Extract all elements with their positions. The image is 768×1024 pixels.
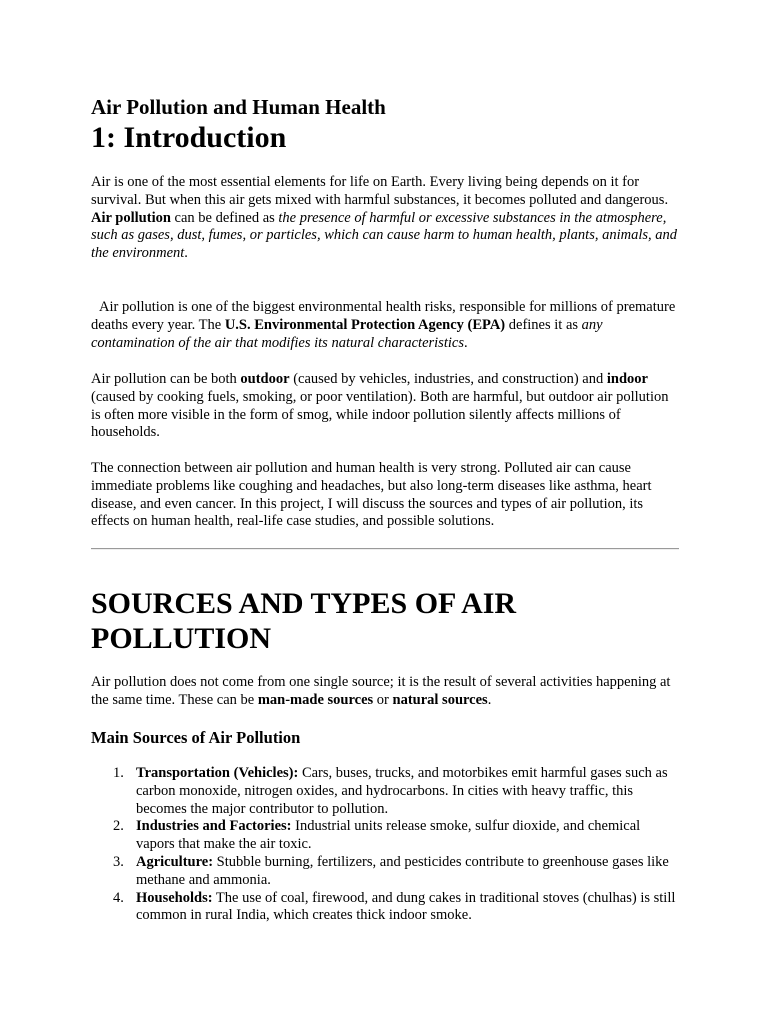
list-item-label: Transportation (Vehicles): bbox=[136, 765, 299, 781]
list-item-number: 3. bbox=[113, 853, 124, 870]
list-item-number: 1. bbox=[113, 765, 124, 781]
list-item bbox=[91, 890, 679, 926]
list-item-text: Stubble burning, fertilizers, and pesticides contribute to greenhouse gases like methane and ammonia. bbox=[136, 853, 669, 888]
intro-p2-text: Air pollution is one of the biggest environmental health risks, responsible for millions of premature deaths every year. The bbox=[91, 299, 676, 333]
document-title: Air Pollution and Human Health bbox=[91, 95, 386, 119]
sources-heading: SOURCES AND TYPES OF AIR POLLUTION bbox=[91, 587, 517, 655]
man-made-term: man-made sources bbox=[257, 691, 374, 708]
intro-p1-text: Air is one of the most essential elements for life on Earth. Every living being depends on it for survival. But when this air gets mixed with harmful substances, it becomes polluted and dangerous. bbox=[91, 174, 669, 208]
list-item-label: Industries and Factories: bbox=[136, 818, 292, 835]
intro-p3-connector: (caused by vehicles, industries, and construction) and bbox=[289, 371, 607, 387]
indoor-term: indoor bbox=[606, 371, 648, 387]
intro-paragraph-4: The connection between air pollution and human health is very strong. Polluted air can cause immediate problems like coughing and headaches, but also long-term diseases like asthma, heart disease, and even cancer. In this project, I will discuss the sources and types of air pollution, its effects on human health, real-life case studies, and possible solutions. bbox=[91, 460, 652, 530]
intro-p1-connector: can be defined as bbox=[170, 209, 279, 226]
list-item-number: 4. bbox=[113, 889, 124, 906]
list-item-text: Cars, buses, trucks, and motorbikes emit harmful gases such as carbon monoxide, nitrogen oxides, and hydrocarbons. In cities with heavy traffic, this becomes the major contributor to pollution. bbox=[136, 765, 668, 817]
intro-paragraph-3 bbox=[91, 371, 679, 442]
natural-term: natural sources bbox=[392, 691, 488, 708]
sources-paragraph bbox=[91, 674, 679, 710]
list-item-label: Agriculture: bbox=[136, 853, 214, 870]
sources-p-connector: or bbox=[373, 691, 393, 708]
outdoor-term: outdoor bbox=[240, 371, 290, 387]
epa-name: U.S. Environmental Protection Agency (EPA) bbox=[224, 316, 506, 333]
intro-paragraph-2 bbox=[91, 299, 679, 352]
list-item-number: 2. bbox=[113, 818, 124, 835]
introduction-heading: 1: Introduction bbox=[91, 121, 287, 154]
intro-p1-end: . bbox=[184, 245, 188, 262]
list-item bbox=[91, 765, 679, 818]
main-sources-subheading: Main Sources of Air Pollution bbox=[91, 728, 301, 747]
list-item-label: Households: bbox=[136, 889, 213, 906]
section-divider bbox=[91, 548, 679, 550]
air-pollution-definition: the presence of harmful or excessive substances in the atmosphere, such as gases, dust, fumes, or particles, which can cause harm to human health, plants, animals, and the environment bbox=[91, 209, 678, 262]
intro-p3-rest: (caused by cooking fuels, smoking, or poor ventilation). Both are harmful, but outdoor air pollution is often more visible in the form of smog, while indoor pollution silently affects millions of households. bbox=[91, 388, 669, 441]
air-pollution-term: Air pollution bbox=[91, 209, 171, 226]
intro-p2-connector: defines it as bbox=[505, 316, 582, 333]
list-item bbox=[91, 818, 679, 854]
intro-p2-end: . bbox=[463, 334, 468, 351]
intro-p3-text: Air pollution can be both bbox=[91, 371, 241, 387]
sources-p-end: . bbox=[487, 691, 492, 708]
list-item-text: The use of coal, firewood, and dung cakes in traditional stoves (chulhas) is still common in rural India, which creates thick indoor smoke. bbox=[136, 889, 676, 924]
intro-paragraph-1 bbox=[91, 174, 679, 263]
list-item bbox=[91, 854, 679, 890]
list-item-text: Industrial units release smoke, sulfur dioxide, and chemical vapors that make the air toxic. bbox=[136, 818, 641, 853]
epa-definition: any contamination of the air that modifies its natural characteristics bbox=[91, 316, 603, 351]
sources-list bbox=[91, 765, 679, 925]
sources-p-text: Air pollution does not come from one single source; it is the result of several activities happening at the same time. These can be bbox=[91, 674, 671, 708]
